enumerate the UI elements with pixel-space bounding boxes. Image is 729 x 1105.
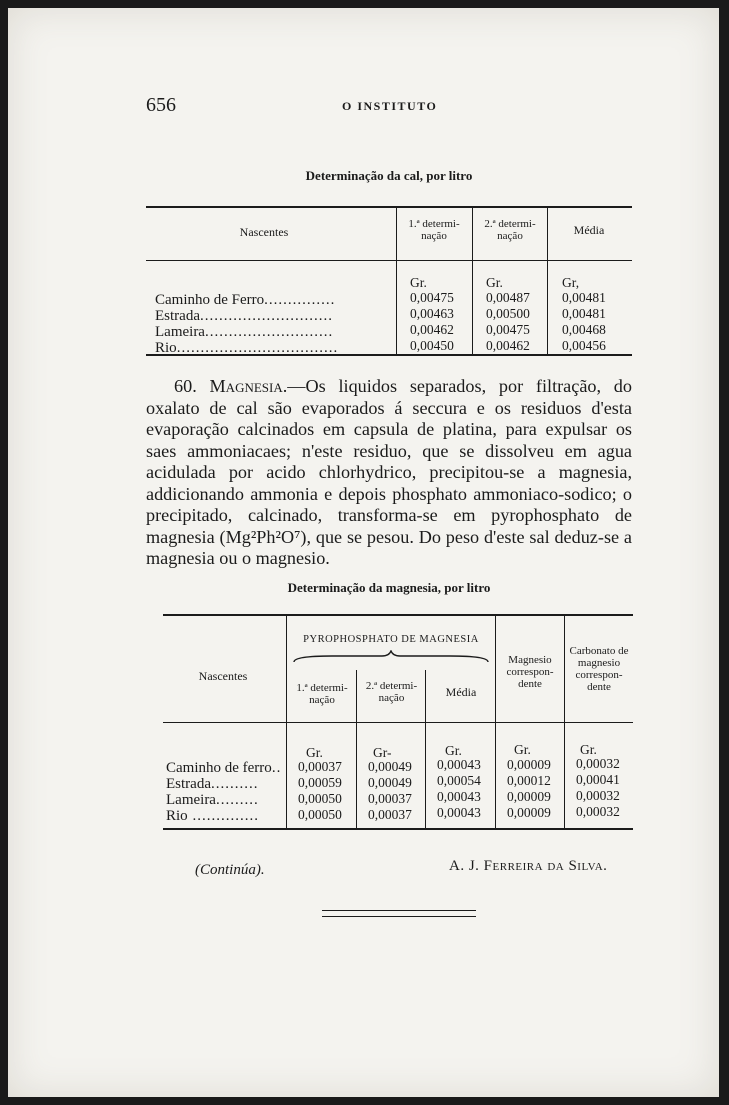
table2-cell: 0,00012 [507, 773, 551, 788]
table2-unit: Gr. [514, 742, 531, 757]
table1-header-second: 2.ª determi-nação [484, 218, 536, 242]
table2-cell: 0,00049 [368, 759, 412, 774]
table2-header-mean: Média [445, 685, 477, 699]
table1-cell: 0,00475 [410, 290, 454, 305]
table2-header-group: PYROPHOSPHATO DE MAGNESIA [303, 634, 479, 645]
table2-unit: Gr- [373, 745, 392, 760]
table2-top-rule [163, 614, 633, 616]
table1-row-name [155, 308, 393, 324]
table1-cell: 0,00450 [410, 338, 454, 353]
table1-unit: Gr. [410, 275, 427, 290]
leader-dots: .. [271, 760, 282, 776]
row-name-text: Lameira [166, 792, 216, 808]
table1-row-name [155, 324, 393, 340]
table1-unit: Gr. [486, 275, 503, 290]
table2-cell: 0,00032 [576, 788, 620, 803]
table2-cell: 0,00009 [507, 789, 551, 804]
table2-group-brace [292, 650, 490, 664]
table2-header-carbonate: Carbonato de magnesio correspon-dente [569, 645, 629, 693]
table2-row-name [166, 808, 284, 824]
table2-col-divider [564, 616, 565, 828]
table2-col-divider [356, 670, 357, 828]
table1-header-rule [146, 260, 632, 261]
table1-header-mean: Média [573, 223, 605, 237]
table1-cell: 0,00468 [562, 322, 606, 337]
table1-cell: 0,00481 [562, 290, 606, 305]
table2-col-divider [495, 616, 496, 828]
paragraph-heading: Magnesia. [209, 376, 288, 396]
table2-header-rule [163, 722, 633, 723]
table2-cell: 0,00037 [368, 807, 412, 822]
table2-cell: 0,00049 [368, 775, 412, 790]
body-paragraph [146, 376, 632, 570]
table2-cell: 0,00043 [437, 789, 481, 804]
paragraph-text: —Os liquidos separados, por filtração, do oxalato de cal são evaporados á seccura e os residuos d'esta evaporação calcinados em capsula de platina, para expulsar os saes ammoniacaes; n'este residuo, que se dissolveu em agua acidulada por acido chlorhydrico, precipitou-se a magnesia, addicionando ammonia e depois phosphato ammoniaco-sodico; o precipitado, calcinado, transforma-se em pyrophosphato de magnesia (Mg²Ph²O⁷), que se pesou. Do peso d'este sal deduz-se a magnesia ou o magnesio. [146, 376, 632, 568]
row-name-text: Estrada [166, 776, 211, 792]
table1-cell: 0,00462 [410, 322, 454, 337]
table2-header-magnesium: Magnesio correspon-dente [506, 654, 554, 690]
running-head: O INSTITUTO [342, 99, 438, 113]
table1-row-name [155, 292, 393, 308]
table2-row-name [166, 792, 284, 808]
table1-cell: 0,00487 [486, 290, 530, 305]
row-name-text: Caminho de ferro [166, 760, 272, 776]
table1-cell: 0,00475 [486, 322, 530, 337]
table2-bottom-rule [163, 828, 633, 830]
end-rule [322, 916, 476, 917]
table2-unit: Gr. [306, 745, 323, 760]
table1-title: Determinação da cal, por litro [305, 168, 473, 183]
table2-cell: 0,00050 [298, 807, 342, 822]
table2-header-first: 1.ª determi-nação [296, 682, 348, 706]
table2-row-name [166, 760, 284, 776]
table1-col-divider [547, 208, 548, 354]
page-header [146, 94, 626, 118]
table2-title: Determinação da magnesia, por litro [287, 580, 491, 595]
table2-cell: 0,00041 [576, 772, 620, 787]
table1-cell: 0,00463 [410, 306, 454, 321]
table1-header-sources: Nascentes [239, 225, 289, 239]
table2-col-divider [425, 670, 426, 828]
table2-col-divider [286, 616, 287, 828]
table2-cell: 0,00009 [507, 805, 551, 820]
table2-unit: Gr. [445, 743, 462, 758]
table2-cell: 0,00032 [576, 756, 620, 771]
leader-dots: .............. [187, 808, 259, 824]
table2-cell: 0,00043 [437, 757, 481, 772]
row-name-text: Estrada [155, 308, 200, 324]
table2-cell: 0,00009 [507, 757, 551, 772]
table1-cell: 0,00481 [562, 306, 606, 321]
table2-row-name [166, 776, 284, 792]
continued-note: (Continúa). [195, 862, 265, 878]
table1-col-divider [472, 208, 473, 354]
author-signature: A. J. Ferreira da Silva. [449, 858, 608, 874]
table1-cell: 0,00462 [486, 338, 530, 353]
leader-dots: ......... [215, 792, 259, 808]
paragraph-number: 60. [174, 376, 197, 396]
table2-cell: 0,00032 [576, 804, 620, 819]
page [8, 8, 719, 1097]
leader-dots: ............... [264, 292, 336, 308]
leader-dots: .......... [210, 776, 259, 792]
table2-cell: 0,00059 [298, 775, 342, 790]
table2-cell: 0,00037 [368, 791, 412, 806]
leader-dots: ............................ [199, 308, 333, 324]
table2-cell: 0,00050 [298, 791, 342, 806]
row-name-text: Rio [155, 340, 177, 356]
table1-row-name [155, 340, 393, 356]
table2-header-second: 2.ª determi-nação [365, 680, 418, 704]
table1-col-divider [396, 208, 397, 354]
end-rule [322, 910, 476, 911]
table2-cell: 0,00054 [437, 773, 481, 788]
page-number: 656 [146, 94, 176, 116]
row-name-text: Rio [166, 808, 188, 824]
leader-dots: ........................... [204, 324, 334, 340]
table1-top-rule [146, 206, 632, 208]
table2-unit: Gr. [580, 742, 597, 757]
table1-header-first: 1.ª determi-nação [408, 218, 460, 242]
row-name-text: Caminho de Ferro [155, 292, 265, 308]
table2-header-sources: Nascentes [198, 669, 248, 683]
table1-unit: Gr, [562, 275, 580, 290]
table2-cell: 0,00043 [437, 805, 481, 820]
row-name-text: Lameira [155, 324, 205, 340]
leader-dots: .................................. [176, 340, 339, 356]
table1-cell: 0,00456 [562, 338, 606, 353]
table2-cell: 0,00037 [298, 759, 342, 774]
table1-cell: 0,00500 [486, 306, 530, 321]
